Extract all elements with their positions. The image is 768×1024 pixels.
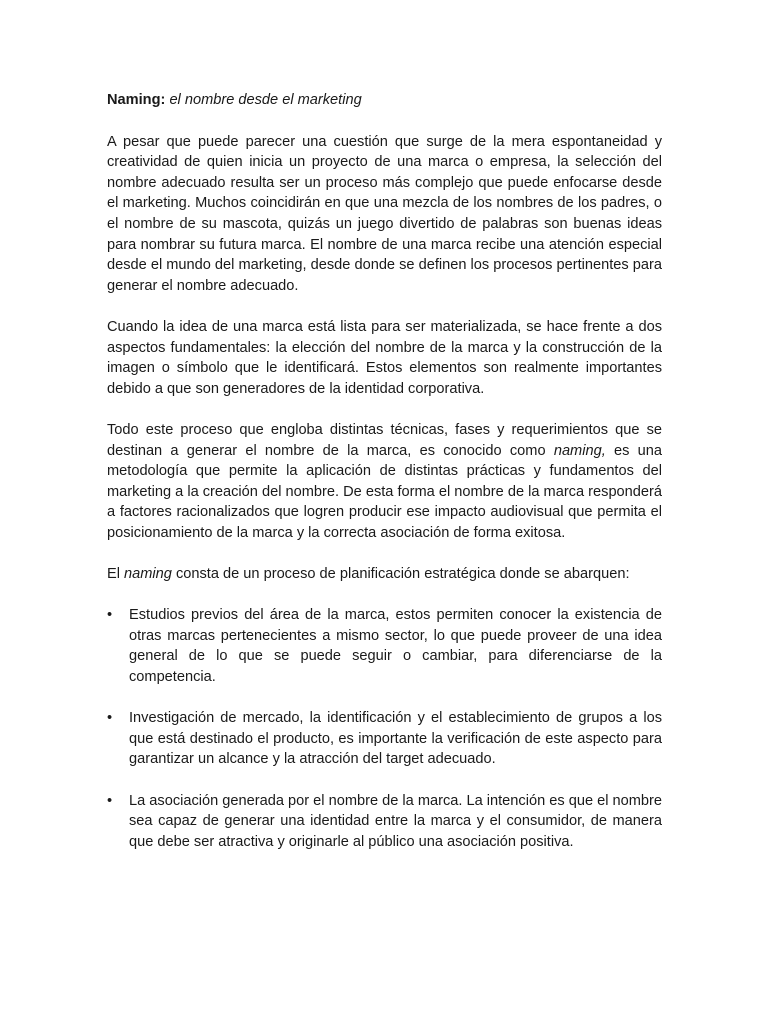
paragraph-4-text-a: El bbox=[107, 566, 125, 583]
paragraph-3-text-a: Todo este proceso que engloba distintas técnicas, fases y requerimientos que se destinan a generar el nombre de la marca, es conocido como bbox=[107, 421, 662, 459]
bullet-icon: • bbox=[107, 710, 113, 727]
paragraph-4-italic-term: naming bbox=[124, 566, 172, 583]
paragraph-4-text-b: consta de un proceso de planificación estratégica donde se abarquen: bbox=[171, 566, 630, 583]
document-page bbox=[107, 90, 662, 873]
paragraph-3-italic-term: naming, bbox=[553, 442, 606, 459]
list-item bbox=[107, 708, 662, 770]
list-item-text: La asociación generada por el nombre de la marca. La intención es que el nombre sea capaz de generar una identidad entre la marca y el consumidor, de manera que debe ser atractiva y originarle al público una asociación positiva. bbox=[129, 792, 663, 850]
list-item-text: Investigación de mercado, la identificación y el establecimiento de grupos a los que está destinado el producto, es importante la verificación de este aspecto para garantizar un alcance y la atracción del target adecuado. bbox=[129, 710, 662, 768]
paragraph-3 bbox=[107, 420, 662, 544]
title-label: Naming: bbox=[107, 92, 166, 108]
list-item bbox=[107, 605, 662, 687]
list-item-text: Estudios previos del área de la marca, estos permiten conocer la existencia de otras marcas pertenecientes a mismo sector, lo que puede proveer de una idea general de lo que se puede seguir o cambiar, para diferenciarse de la competencia. bbox=[129, 607, 662, 686]
list-item bbox=[107, 791, 662, 853]
paragraph-1: A pesar que puede parecer una cuestión que surge de la mera espontaneidad y creatividad de quien inicia un proyecto de una marca o empresa, la selección del nombre adecuado resulta ser un proceso más complejo que puede enfocarse desde el marketing. Muchos coincidirán en que una mezcla de los nombres de los padres, o el nombre de su mascota, quizás un juego divertido de palabras son buenas ideas para nombrar su futura marca. El nombre de una marca recibe una atención especial desde el mundo del marketing, desde donde se definen los procesos pertinentes para generar el nombre adecuado. bbox=[107, 133, 662, 294]
paragraph-3-text-b: es una metodología que permite la aplicación de distintas prácticas y fundamentos del marketing a la creación del nombre. De esta forma el nombre de la marca responderá a factores racionalizados que logren producir ese impacto audiovisual que permita el posicionamiento de la marca y la correcta asociación de forma exitosa. bbox=[107, 442, 662, 541]
bullet-list bbox=[107, 605, 662, 852]
paragraph-2: Cuando la idea de una marca está lista para ser materializada, se hace frente a dos aspectos fundamentales: la elección del nombre de la marca y la construcción de la imagen o símbolo que le identificará. Estos elementos son realmente importantes debido a que son generadores de la identidad corporativa. bbox=[107, 318, 662, 397]
paragraph-4 bbox=[107, 564, 662, 585]
document-title bbox=[107, 90, 662, 111]
bullet-icon: • bbox=[107, 607, 113, 624]
bullet-icon: • bbox=[107, 792, 113, 809]
title-subtitle: el nombre desde el marketing bbox=[169, 92, 362, 108]
